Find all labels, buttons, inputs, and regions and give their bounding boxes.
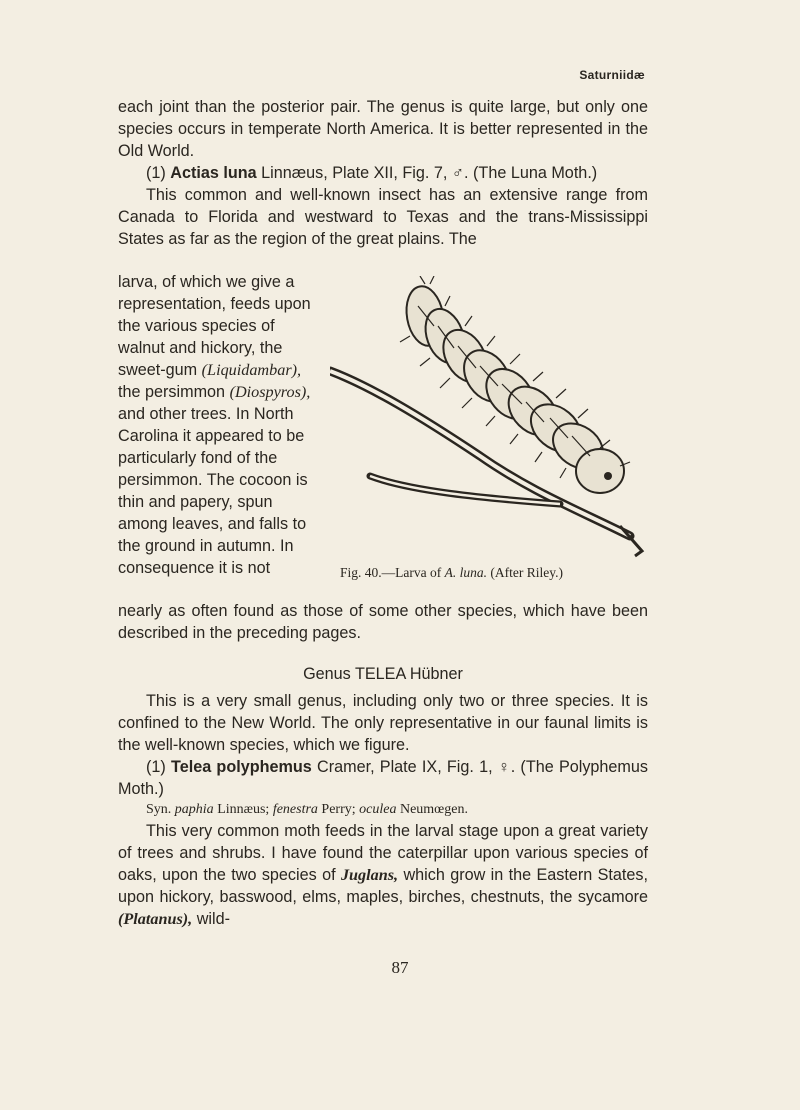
paragraph (118, 820, 648, 930)
larva-illustration (330, 276, 650, 566)
page-number: 87 (391, 958, 409, 977)
entry-number: (1) (146, 164, 171, 182)
latin-name: Juglans, (340, 866, 399, 884)
species-authority: Linnæus, Plate XII, Fig. 7, ♂. (The Luna Moth.) (256, 164, 598, 182)
text-run: wild- (192, 910, 230, 928)
running-head: Saturniidæ (579, 68, 645, 82)
synonymy-line (118, 800, 648, 820)
latin-name: (Diospyros), (229, 383, 311, 401)
caption-species: A. luna. (444, 565, 487, 580)
bottom-text-block (118, 600, 648, 644)
text-run: and other trees. In North Carolina it appeared to be particularly fond of the persimmon. The cocoon is thin and papery, spun among leaves, and falls to the ground in autumn. In consequence it is not (118, 405, 308, 577)
entry-number: (1) (146, 758, 172, 776)
species-entry-polyphemus (118, 756, 648, 800)
latin-name: (Platanus), (118, 910, 193, 928)
species-name: Telea polyphemus (171, 758, 312, 776)
synonym: fenestra (272, 802, 318, 817)
text-run: This very common moth feeds in the larval stage upon a great variety of trees and shrubs. I have found the caterpillar upon various species of oaks, upon the two species of (118, 822, 648, 884)
species-name: Actias luna (170, 164, 257, 182)
text-run: which grow in the Eastern States, upon hickory, basswood, elms, maples, birches, chestnuts, the sycamore (118, 866, 649, 906)
caption-prefix: Fig. 40.—Larva of (340, 565, 445, 580)
figure-caption (340, 565, 563, 581)
syn-authority: Linnæus; (213, 802, 273, 817)
latin-name: (Liquidambar), (201, 361, 302, 379)
paragraph: each joint than the posterior pair. The genus is quite large, but only one species occurs in temperate North America. It is better represented in the Old World. (118, 98, 648, 160)
species-authority: Cramer, Plate IX, Fig. 1, ♀. (The Polyphemus Moth.) (118, 758, 649, 798)
text-run: larva, of which we give a representation, feeds upon the various species of walnut and hickory, the sweet-gum (118, 273, 311, 379)
text-run: the persimmon (118, 383, 230, 401)
genus-text-block (118, 690, 648, 930)
synonym: paphia (174, 802, 214, 817)
syn-label: Syn. (146, 802, 175, 817)
syn-authority: Neumœgen. (396, 802, 469, 817)
wrapped-text-block (118, 271, 320, 579)
genus-heading: Genus TELEA Hübner (303, 665, 463, 683)
paragraph: This is a very small genus, including only two or three species. It is confined to the New World. The only representative in our faunal limits is the well-known species, which we figure. (118, 692, 648, 754)
synonym: oculea (359, 802, 397, 817)
top-text-block (118, 96, 648, 250)
caption-suffix: (After Riley.) (486, 565, 563, 580)
syn-authority: Perry; (317, 802, 360, 817)
paragraph (118, 271, 320, 579)
species-entry-luna (118, 162, 648, 184)
paragraph: This common and well-known insect has an extensive range from Canada to Florida and westward to Texas and the trans-Mississippi States as far as the region of the great plains. The (118, 186, 648, 248)
paragraph: nearly as often found as those of some other species, which have been described in the preceding pages. (118, 602, 648, 642)
